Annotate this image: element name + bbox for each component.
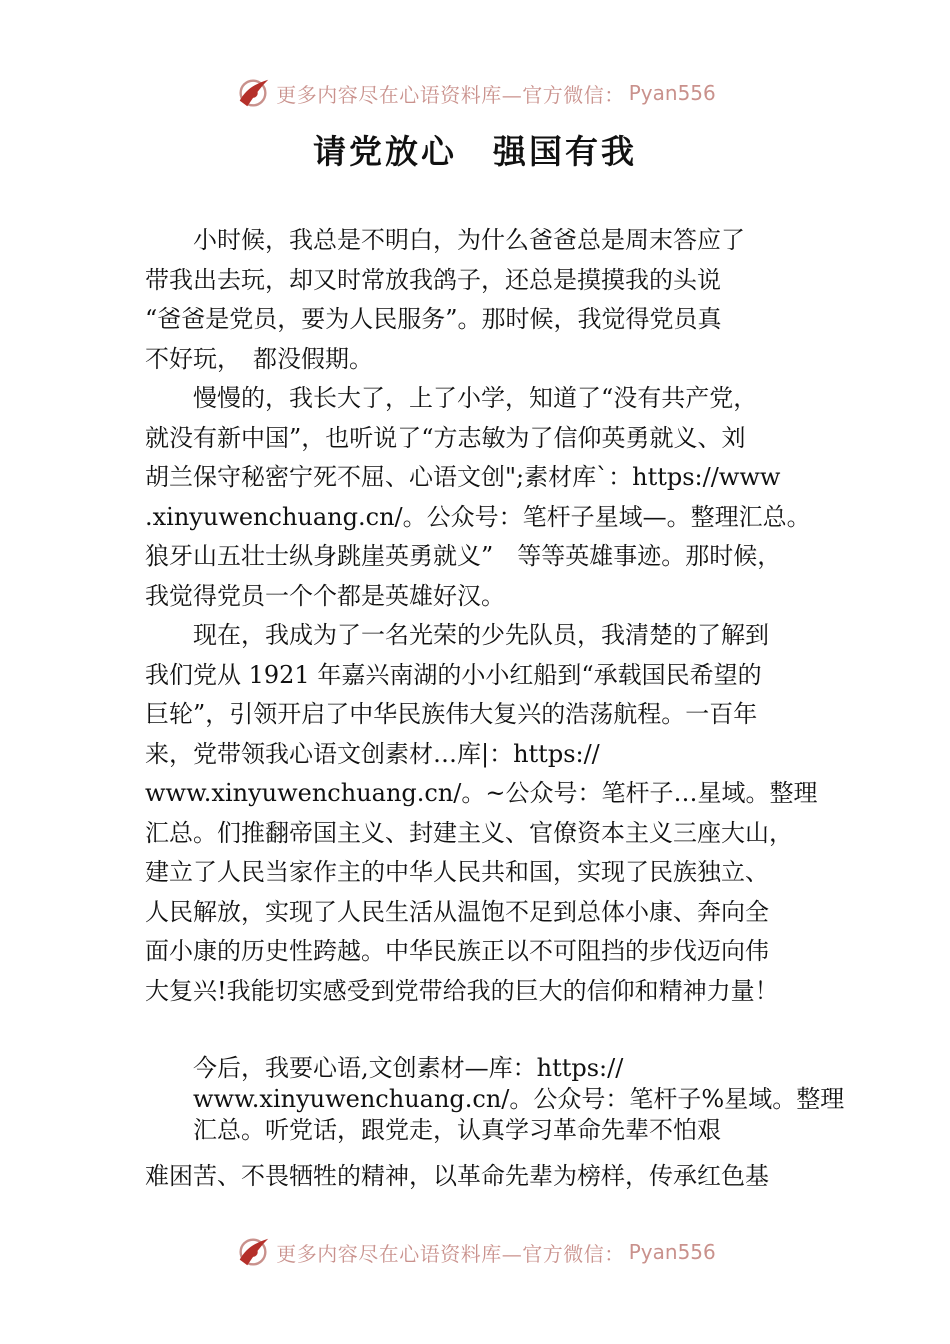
banner-text: 更多内容尽在心语资料库—官方微信： [276, 82, 625, 107]
body-inset-paragraph [145, 1053, 845, 1146]
text-line: 汇总。们推翻帝国主义、封建主义、官僚资本主义三座大山， [145, 818, 793, 847]
text-line: “爸爸是党员，要为人民服务”。那时候，我觉得党员真 [145, 305, 722, 333]
text-line: 不好玩， 都没假期。 [145, 344, 373, 373]
text-line: 人民解放，实现了人民生活从温饱不足到总体小康、奔向全 [145, 897, 769, 926]
text-line: 我们党从 1921 年嘉兴南湖的小小红船到“承载国民希望的 [145, 660, 762, 689]
text-line: 现在，我成为了一名光荣的少先队员，我清楚的了解到 [145, 621, 769, 649]
text-line: www.xinyuwenchuang.cn/。~公众号：笔杆子…星域。整理 [145, 779, 818, 807]
text-line: www.xinyuwenchuang.cn/。公众号：笔杆子%星域。整理 [145, 1085, 845, 1113]
banner-wechat-id: Pyan556 [628, 81, 716, 105]
text-line: 带我出去玩，却又时常放我鸽子，还总是摸摸我的头说 [145, 265, 721, 294]
text-line: 来，党带领我心语文创素材…库|：https:// [145, 739, 600, 768]
banner-wechat-id: Pyan556 [628, 1240, 716, 1264]
text-line: 汇总。听党话，跟党走，认真学习革命先辈不怕艰 [145, 1116, 721, 1144]
footer-banner [0, 1232, 950, 1272]
header-banner [0, 73, 950, 113]
body-paragraphs [145, 221, 845, 1011]
text-line: 狼牙山五壮士纵身跳崖英勇就义” 等等英雄事迹。那时候， [145, 542, 782, 570]
page-title: 请党放心 强国有我 [313, 132, 637, 171]
logo-icon [234, 74, 272, 112]
text-line: 慢慢的，我长大了，上了小学，知道了“没有共产党， [145, 384, 758, 412]
text-line: .xinyuwenchuang.cn/。公众号：笔杆子星域—。整理汇总。 [145, 502, 811, 531]
text-line: 面小康的历史性跨越。中华民族正以不可阻挡的步伐迈向伟 [145, 937, 769, 965]
text-line: 胡兰保守秘密宁死不屈、心语文创";素材库`：https://www [145, 463, 781, 491]
text-line: 大复兴!我能切实感受到党带给我的巨大的信仰和精神力量！ [145, 976, 779, 1005]
text-line: 巨轮”，引领开启了中华民族伟大复兴的浩荡航程。一百年 [145, 700, 758, 728]
text-line: 就没有新中国”，也听说了“方志敏为了信仰英勇就义、刘 [145, 423, 746, 452]
logo-icon [234, 1233, 272, 1271]
body-tail-paragraph [145, 1157, 845, 1197]
text-line: 小时候，我总是不明白，为什么爸爸总是周末答应了 [145, 226, 745, 254]
text-line: 难困苦、不畏牺牲的精神，以革命先辈为榜样，传承红色基 [145, 1162, 769, 1190]
text-line: 我觉得党员一个个都是英雄好汉。 [145, 581, 505, 610]
text-line: 今后，我要心语,文创素材—库：https:// [145, 1054, 624, 1082]
banner-text: 更多内容尽在心语资料库—官方微信： [276, 1241, 625, 1266]
text-line: 建立了人民当家作主的中华人民共和国，实现了民族独立、 [145, 858, 769, 886]
